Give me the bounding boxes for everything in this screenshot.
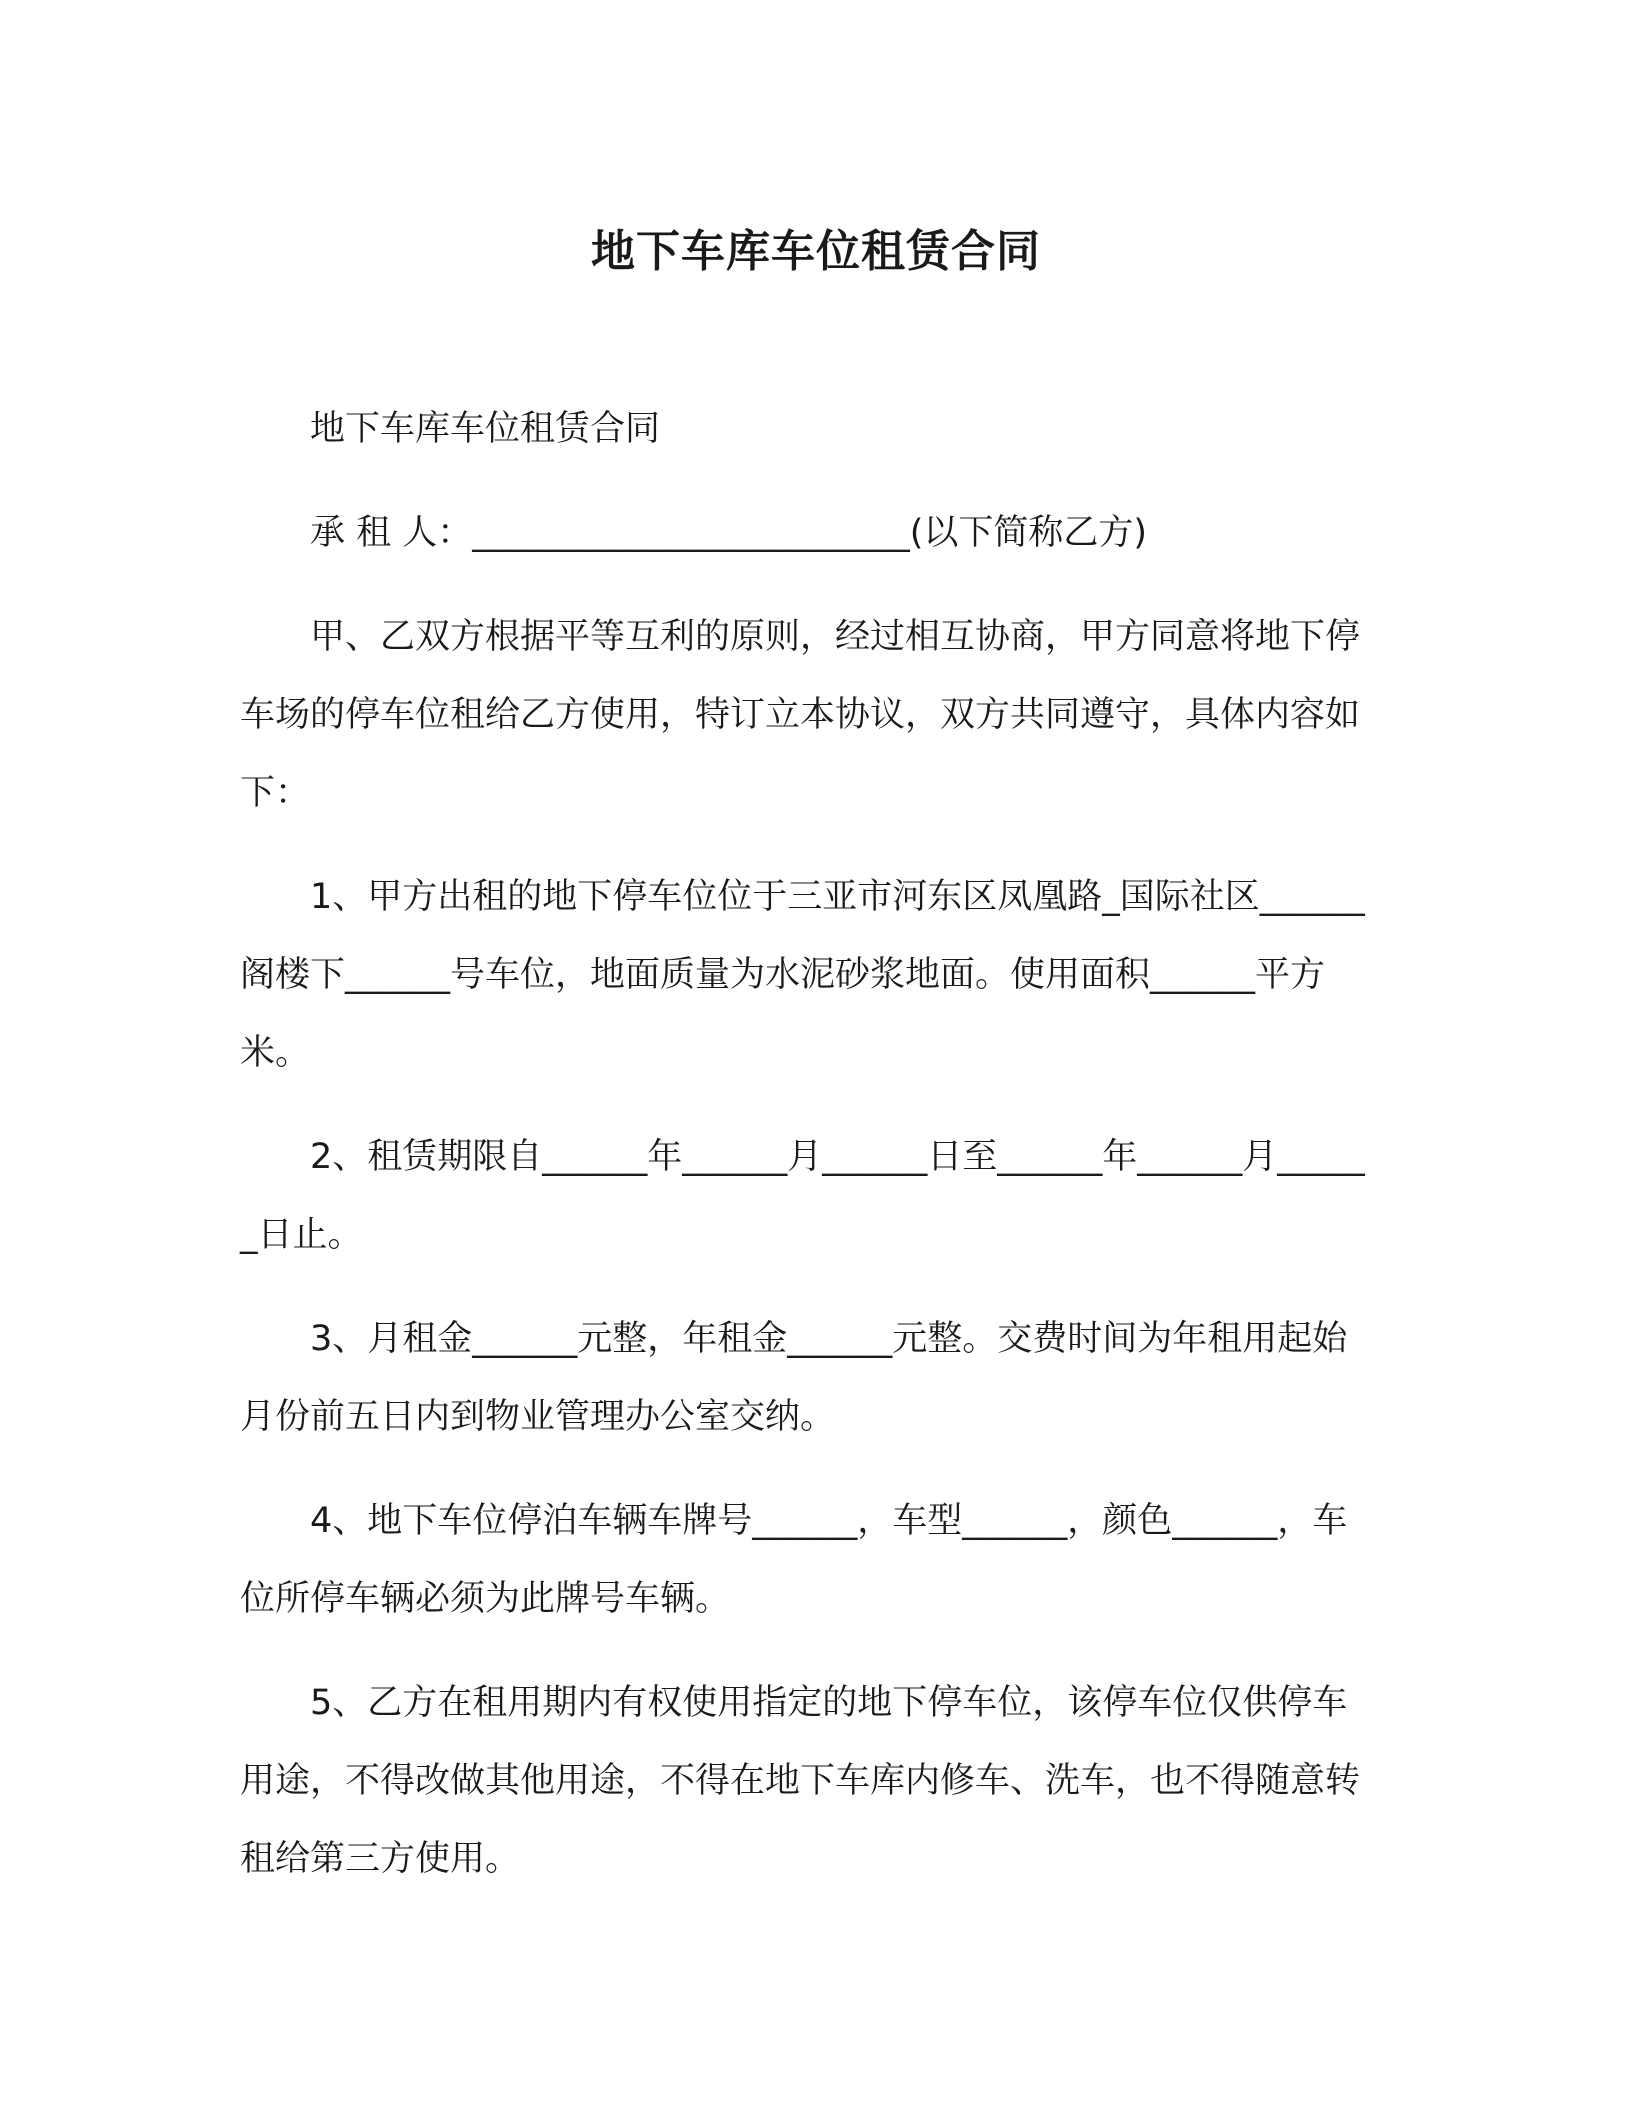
subtitle-paragraph: 地下车库车位租赁合同: [310, 409, 661, 449]
document-title: 地下车库车位租赁合同: [591, 226, 1041, 277]
clause-1-paragraph: 1、甲方出租的地下停车位位于三亚市河东区凤凰路_国际社区______阁楼下______号车位，地面质量为水泥砂浆地面。使用面积______平方米。: [240, 877, 1365, 1073]
clause-4-paragraph: 4、地下车位停泊车辆车牌号______，车型______，颜色______，车位所停车辆必须为此牌号车辆。: [240, 1501, 1348, 1619]
clause-3-paragraph: 3、月租金______元整，年租金______元整。交费时间为年租用起始月份前五日内到物业管理办公室交纳。: [240, 1319, 1348, 1437]
lessee-paragraph: 承 租 人：_________________________(以下简称乙方): [310, 513, 1148, 553]
clause-2-paragraph: 2、租赁期限自______年______月______日至______年______月______日止。: [240, 1137, 1365, 1255]
clause-5-paragraph: 5、乙方在租用期内有权使用指定的地下停车位，该停车位仅供停车用途，不得改做其他用途，不得在地下车库内修车、洗车，也不得随意转租给第三方使用。: [240, 1683, 1361, 1879]
document-body: [240, 390, 1380, 1924]
preamble-paragraph: 甲、乙双方根据平等互利的原则，经过相互协商，甲方同意将地下停车场的停车位租给乙方使用，特订立本协议，双方共同遵守，具体内容如下：: [240, 617, 1361, 813]
